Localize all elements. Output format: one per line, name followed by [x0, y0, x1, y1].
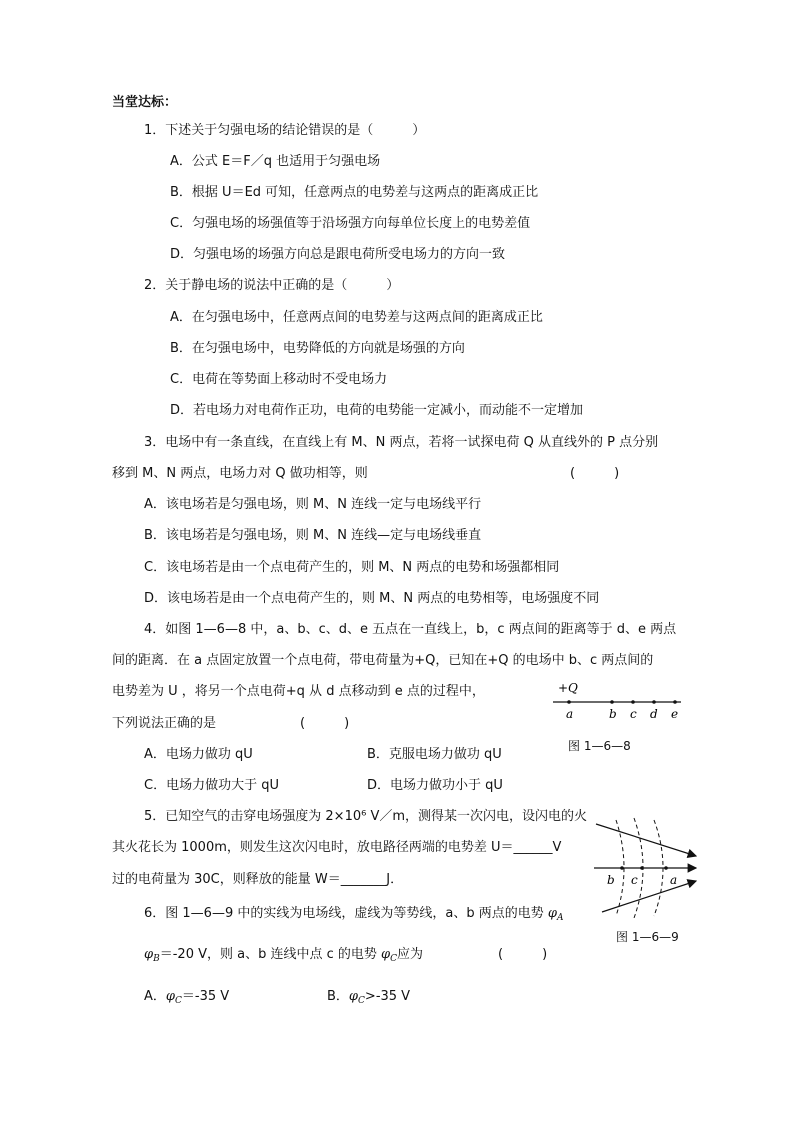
figure-label-c: c	[630, 707, 637, 721]
q6-option-a-prefix: A．	[144, 989, 166, 1004]
q3-option-a: A．该电场若是匀强电场，则 M、N 连线一定与电场线平行	[144, 497, 482, 512]
q3-option-c: C．该电场若是由一个点电荷产生的，则 M、N 两点的电势和场强都相同	[144, 560, 560, 575]
phi-a-symbol: φ	[547, 906, 557, 921]
phi-c-symbol: φ	[381, 947, 391, 962]
figure-charge-label: +Q	[558, 681, 578, 695]
phi-b-subscript: B	[153, 954, 160, 964]
q1-option-a: A．公式 E＝F／q 也适用于匀强电场	[170, 154, 381, 169]
q1-option-d: D．匀强电场的场强方向总是跟电荷所受电场力的方向一致	[170, 247, 506, 262]
phi-a-subscript: A	[556, 913, 564, 923]
figure-point-a	[567, 700, 571, 704]
q6-line-2-text: ＝-20 V，则 a、b 连线中点 c 的电势	[159, 947, 382, 962]
q2-option-d: D．若电场力对电荷作正功，电荷的电势能一定减小，而动能不一定增加	[170, 403, 584, 418]
figure-label-e: e	[671, 707, 679, 721]
figure-label-d: d	[650, 707, 658, 721]
q6-line-2-tail: 应为	[397, 947, 424, 962]
figure-1-6-8	[548, 678, 688, 726]
q2-option-c: C．电荷在等势面上移动时不受电场力	[170, 372, 388, 387]
q6-option-b-prefix: B．	[327, 989, 349, 1004]
figure-point-c	[640, 866, 644, 870]
q5-line-1: 5．已知空气的击穿电场强度为 2×10⁶ V／m，测得某一次闪电，设闪电的火	[144, 809, 588, 824]
q2-stem: 2．关于静电场的说法中正确的是（ ）	[144, 278, 400, 293]
q6-option-a-suffix: ＝-35 V	[181, 989, 230, 1004]
q6-option-a	[144, 988, 229, 1010]
q6-line-1	[144, 905, 563, 927]
q4-option-d: D．电场力做功小于 qU	[367, 778, 503, 793]
q6-line-1-text: 6．图 1—6—9 中的实线为电场线，虚线为等势线，a、b 两点的电势	[144, 906, 548, 921]
q6-option-b-suffix: >-35 V	[364, 989, 411, 1004]
q2-option-b: B．在匀强电场中，电势降低的方向就是场强的方向	[170, 341, 465, 356]
q6-option-b	[327, 988, 410, 1010]
q3-answer-paren: ( )	[570, 466, 620, 481]
figure-point-a	[664, 866, 668, 870]
q3-option-b: B．该电场若是匀强电场，则 M、N 连线—定与电场线垂直	[144, 528, 482, 543]
phi-b-symbol: φ	[144, 947, 154, 962]
figure-label-b: b	[609, 707, 617, 721]
figure-point-b	[610, 700, 614, 704]
q3-line-1: 3．电场中有一条直线，在直线上有 M、N 两点，若将一试探电荷 Q 从直线外的 P 点分别	[144, 435, 659, 450]
figure-point-e	[673, 700, 677, 704]
phi-c-subscript: C	[390, 954, 398, 964]
field-line-lower	[602, 881, 696, 912]
q4-option-a: A．电场力做功 qU	[144, 747, 253, 762]
figure-label-c: c	[631, 873, 638, 887]
q3-line-2: 移到 M、N 两点，电场力对 Q 做功相等，则	[112, 466, 368, 481]
phi-c-subscript: C	[175, 996, 182, 1006]
q1-stem: 1．下述关于匀强电场的结论错误的是（ ）	[144, 123, 426, 138]
q2-option-a: A．在匀强电场中，任意两点间的电势差与这两点间的距离成正比	[170, 310, 543, 325]
figure-point-d	[652, 700, 656, 704]
q1-option-b: B．根据 U＝Ed 可知，任意两点的电势差与这两点的距离成正比	[170, 185, 539, 200]
section-title: 当堂达标：	[112, 95, 178, 110]
q4-line-2: 间的距离．在 a 点固定放置一个点电荷，带电荷量为+Q，已知在+Q 的电场中 b、c 两点间的	[112, 653, 654, 668]
field-line-upper	[596, 824, 696, 856]
q3-option-d: D．该电场若是由一个点电荷产生的，则 M、N 两点的电势相等，电场强度不同	[144, 591, 600, 606]
figure-point-b	[620, 866, 624, 870]
q6-answer-paren: ( )	[498, 947, 548, 962]
q4-answer-paren: ( )	[300, 716, 350, 731]
figure-1-6-8-caption: 图 1—6—8	[568, 739, 631, 753]
figure-label-a: a	[566, 707, 574, 721]
phi-c-subscript: C	[358, 996, 365, 1006]
figure-1-6-9	[590, 814, 706, 918]
q4-option-b: B．克服电场力做功 qU	[367, 747, 502, 762]
q4-line-1: 4．如图 1—6—8 中，a、b、c、d、e 五点在一直线上，b，c 两点间的距离等于 d、e 两点	[144, 622, 677, 637]
q4-line-4: 下列说法正确的是	[112, 716, 217, 731]
q4-line-3: 电势差为 U ，将另一个点电荷+q 从 d 点移动到 e 点的过程中，	[112, 684, 485, 699]
q5-line-3: 过的电荷量为 30C，则释放的能量 W＝_______J．	[112, 872, 404, 887]
q4-option-c: C．电场力做功大于 qU	[144, 778, 279, 793]
q5-line-2: 其火花长为 1000m，则发生这次闪电时，放电路径两端的电势差 U＝______V	[112, 840, 562, 855]
phi-c-symbol: φ	[165, 989, 176, 1004]
figure-point-c	[631, 700, 635, 704]
figure-1-6-9-caption: 图 1—6—9	[616, 930, 679, 944]
figure-label-a: a	[670, 873, 678, 887]
phi-c-symbol: φ	[348, 989, 359, 1004]
figure-label-b: b	[607, 873, 615, 887]
q1-option-c: C．匀强电场的场强值等于沿场强方向每单位长度上的电势差值	[170, 216, 531, 231]
q6-line-2	[144, 946, 423, 968]
